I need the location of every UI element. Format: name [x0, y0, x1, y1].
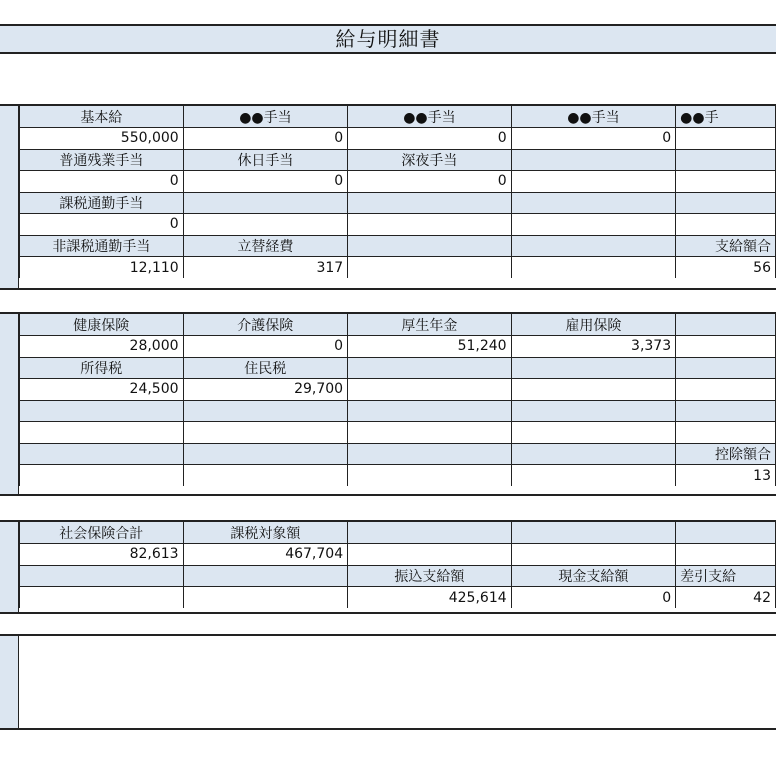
value-cell [511, 214, 675, 236]
value-cell: 3,373 [511, 336, 676, 358]
value-cell [676, 422, 776, 444]
label-cell [676, 149, 776, 171]
value-cell: 0 [20, 171, 184, 193]
value-cell [348, 422, 512, 444]
value-cell: 51,240 [348, 336, 512, 358]
table-row [20, 400, 776, 422]
payments-section [0, 104, 776, 290]
table-row [20, 565, 776, 587]
label-cell [183, 400, 348, 422]
table-row [20, 192, 776, 214]
label-cell [20, 565, 184, 587]
remarks-area [19, 636, 776, 728]
page-title: 給与明細書 [335, 27, 441, 51]
value-cell [511, 379, 676, 401]
value-cell [183, 465, 348, 487]
label-cell: 基本給 [20, 106, 184, 128]
totals-side-strip [0, 522, 19, 612]
table-row [20, 465, 776, 487]
table-row [20, 171, 776, 193]
totals-table [19, 522, 776, 608]
label-cell [348, 400, 512, 422]
payments-side-strip [0, 106, 19, 288]
label-cell [348, 235, 511, 257]
label-cell: ●●手当 [183, 106, 347, 128]
value-cell [183, 214, 347, 236]
deduction-total-label: 控除額合 [676, 443, 776, 465]
label-cell [676, 357, 776, 379]
value-cell [676, 379, 776, 401]
label-cell: 課税通勤手当 [20, 192, 184, 214]
label-cell [511, 192, 675, 214]
label-cell: 所得税 [20, 357, 184, 379]
value-cell [183, 422, 348, 444]
label-cell: 雇用保険 [511, 314, 676, 336]
label-cell [511, 149, 675, 171]
value-cell: 467,704 [183, 544, 348, 566]
label-cell: 振込支給額 [348, 565, 512, 587]
value-cell [511, 171, 675, 193]
table-row [20, 149, 776, 171]
deduction-total-value: 13 [676, 465, 776, 487]
label-cell [20, 443, 184, 465]
value-cell: 82,613 [20, 544, 184, 566]
label-cell: 普通残業手当 [20, 149, 184, 171]
label-cell: ●●手 [676, 106, 776, 128]
table-row [20, 257, 776, 279]
value-cell [511, 544, 676, 566]
label-cell [183, 443, 348, 465]
label-cell [511, 235, 675, 257]
label-cell: 社会保険合計 [20, 522, 184, 544]
label-cell [676, 314, 776, 336]
value-cell [676, 336, 776, 358]
label-cell: ●●手当 [511, 106, 675, 128]
table-row [20, 422, 776, 444]
label-cell: 非課税通勤手当 [20, 235, 184, 257]
label-cell [183, 192, 347, 214]
table-row [20, 214, 776, 236]
deductions-table [19, 314, 776, 486]
payments-table [19, 106, 776, 278]
value-cell: 24,500 [20, 379, 184, 401]
table-row [20, 314, 776, 336]
table-row [20, 587, 776, 609]
value-cell: 550,000 [20, 128, 184, 150]
net-pay-value: 42 [676, 587, 776, 609]
value-cell [348, 257, 511, 279]
label-cell: 深夜手当 [348, 149, 511, 171]
table-row [20, 379, 776, 401]
value-cell: 0 [20, 214, 184, 236]
title-bar [0, 24, 776, 54]
value-cell [676, 128, 776, 150]
label-cell [511, 400, 676, 422]
value-cell: 0 [183, 171, 347, 193]
label-cell [348, 522, 512, 544]
value-cell [511, 422, 676, 444]
payment-total-value: 56 [676, 257, 776, 279]
value-cell [676, 544, 776, 566]
transfer-pay-value: 425,614 [348, 587, 512, 609]
label-cell: 休日手当 [183, 149, 347, 171]
table-row [20, 357, 776, 379]
table-row [20, 128, 776, 150]
totals-section [0, 520, 776, 614]
label-cell [676, 400, 776, 422]
value-cell: 28,000 [20, 336, 184, 358]
table-row [20, 522, 776, 544]
value-cell [348, 544, 512, 566]
value-cell: 0 [348, 128, 511, 150]
value-cell [348, 214, 511, 236]
label-cell [676, 522, 776, 544]
value-cell [676, 171, 776, 193]
value-cell [20, 587, 184, 609]
value-cell: 0 [183, 336, 348, 358]
label-cell: 住民税 [183, 357, 348, 379]
value-cell: 317 [183, 257, 347, 279]
label-cell [348, 192, 511, 214]
label-cell [348, 357, 512, 379]
net-pay-label: 差引支給 [676, 565, 776, 587]
deductions-section [0, 312, 776, 496]
label-cell [511, 357, 676, 379]
label-cell [348, 443, 512, 465]
value-cell: 12,110 [20, 257, 184, 279]
label-cell: 厚生年金 [348, 314, 512, 336]
value-cell [348, 379, 512, 401]
remarks-side-strip [0, 636, 19, 728]
table-row [20, 336, 776, 358]
value-cell: 29,700 [183, 379, 348, 401]
value-cell [348, 465, 512, 487]
label-cell: 現金支給額 [511, 565, 676, 587]
table-row [20, 106, 776, 128]
table-row [20, 544, 776, 566]
label-cell [20, 400, 184, 422]
value-cell: 0 [511, 128, 675, 150]
label-cell: 立替経費 [183, 235, 347, 257]
value-cell [20, 465, 184, 487]
deductions-side-strip [0, 314, 19, 494]
label-cell: ●●手当 [348, 106, 511, 128]
value-cell: 0 [183, 128, 347, 150]
label-cell: 介護保険 [183, 314, 348, 336]
value-cell: 0 [348, 171, 511, 193]
value-cell [20, 422, 184, 444]
label-cell [676, 192, 776, 214]
cash-pay-value: 0 [511, 587, 676, 609]
label-cell [183, 565, 348, 587]
value-cell [183, 587, 348, 609]
payment-total-label: 支給額合 [676, 235, 776, 257]
label-cell: 課税対象額 [183, 522, 348, 544]
label-cell [511, 443, 676, 465]
value-cell [676, 214, 776, 236]
table-row [20, 443, 776, 465]
remarks-section [0, 634, 776, 730]
label-cell [511, 522, 676, 544]
value-cell [511, 257, 675, 279]
label-cell: 健康保険 [20, 314, 184, 336]
value-cell [511, 465, 676, 487]
table-row [20, 235, 776, 257]
